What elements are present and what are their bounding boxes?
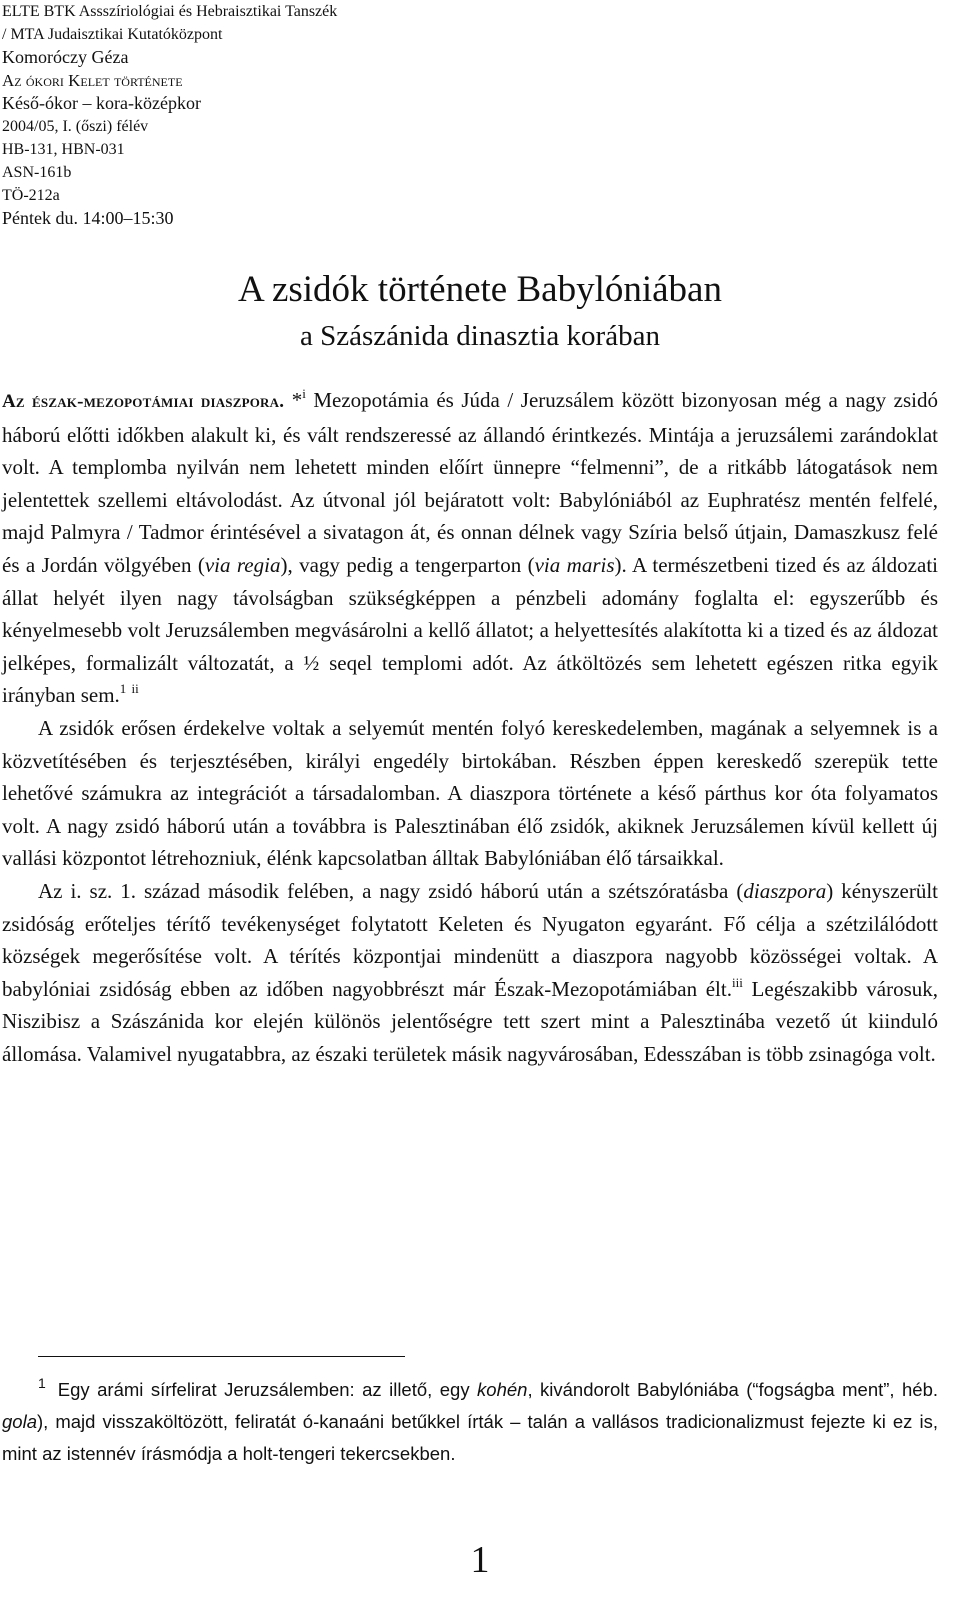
endnote-ref-ii: ii [131,681,139,697]
institute-line: / MTA Judaisztikai Kutatóközpont [2,26,223,43]
paragraph-2: A zsidók erősen érdekelve voltak a selyemút mentén folyó kereskedelemben, magának a selyemnek is a közvetítésében és terjesztésében, királyi engedély birtokában. Részben éppen kereskedő szerepük tette lehetővé számukra az integrációt a társadalomban. A diaszpora története a késő párthus kor óta folyamatos volt. A nagy zsidó háború után a továbbra is Palesztinában élő zsidók, akiknek Jeruzsálemen kívül kellett új vallási központot létrehozniuk, élénk kapcsolatban álltak Babylóniában élő társaikkal. [2,715,938,871]
paragraph-3-text-b: ) kényszerült zsidóság erőteljes térítő tevékenységet folytatott Keleten és Nyugaton egyaránt. Fő célja a szétzilálódott községek megerősítése volt. A térítés központjai mindenütt a diaszpora nagyobb közösségei voltak. A babylóniai zsidóság ebben az időben nagyobbrészt már Észak-Mezopotámiában élt. [2,878,938,1001]
footnote-text-c: ), majd visszaköltözött, feliratát ó-kanaáni betűkkel írták – talán a vallásos tradicionalizmust fejezte ki ez is, mint az istennév írásmódja a holt-tengeri tekercsekben. [2,1411,938,1464]
course-title: Az ókori Kelet története [2,71,183,90]
course-subtitle: Késő-ókor – kora-középkor [2,93,201,113]
endnote-ref-i: i [302,386,306,401]
page-number: 1 [470,1539,490,1581]
footnote-ref-1: 1 [119,681,127,697]
endnote-ref-iii: iii [731,974,743,990]
footnote-text-a: Egy arámi sírfelirat Jeruzsálemben: az illető, egy [57,1379,478,1400]
gola-term: gola [2,1411,37,1432]
semester: 2004/05, I. (őszi) félév [2,118,149,135]
main-text [2,384,938,1070]
page-title: A zsidók története Babylóniában [238,269,722,310]
paragraph-3 [2,875,938,1071]
paragraph-3-text-a: Az i. sz. 1. század második felében, a nagy zsidó háború után a szétszóratásba ( [38,878,744,903]
footnote-mark: 1 [38,1375,46,1391]
footnote-1 [2,1374,938,1470]
via-maris: via maris [534,552,615,577]
paragraph-1-text-a: Mezopotámia és Júda / Jeruzsálem között bizonyosan még a nagy zsidó háború előtti időkben alakult ki, és vált rendszeressé az állandó érintkezés. Mintája a jeruzsálemi zarándoklat volt. A templomba nyilván nem lehetett minden előírt ünnepre “felmenni”, de a ritkább látogatások nem jelentettek szellemi eltávolodást. [2,388,938,512]
diaszpora-term: diaszpora [743,878,827,903]
department-line: ELTE BTK Assszíriológiai és Hebraisztikai Tanszék [2,3,338,20]
room: TÖ-212a [2,187,60,204]
footnote-separator [38,1356,405,1357]
paragraph-1-text-c: ), vagy pedig a tengerparton ( [280,552,535,577]
paragraph-3-text-c: Legészakibb városuk, Niszibisz a Szászánida kor elején különös jelentőségre tett szert mint a Palesztinába vezető út kiinduló állomása. Valamivel nyugatabbra, az északi területek másik nagyvárosában, Edesszában is több zsinagóga volt. [2,976,939,1066]
star-mark: * [291,388,303,412]
course-code-2: ASN-161b [2,164,72,181]
paragraph-1 [2,384,938,712]
course-codes: HB-131, HBN-031 [2,141,125,158]
page-subtitle: a Szászánida dinasztia korában [300,320,660,352]
paragraph-1-text-b: Az útvonal jól bejáratott volt: Babylóniából az Euphratész mentén felfelé, majd Palmyra / Tadmor érintésével a sivatagon át, és onnan délnek vagy Szíria belső útjain, Damaszkusz felé és a Jordán völgyében ( [2,487,939,577]
course-header [2,0,402,230]
section-heading: Az észak-mezopotámiai diaszpora. [2,391,285,412]
footnote-text-b: , kivándorolt Babylóniába (“fogságba ment”, héb. [527,1379,939,1400]
paragraph-1-text-d: ). A természetbeni tized és az áldozati állat helyét ilyen nagy távolságban szükségképpen a pénzbeli adomány foglalta el: egyszerűbb és kényelmesebb volt Jeruzsálemben megvásárolni a kellő állatot; a helyettesítés alakította ki a tized és az áldozat jelképes, formalizált változatát, a ½ seqel templomi adót. Az átköltözés sem lehetett egészen ritka egyik irányban sem. [2,552,938,708]
lecturer-name: Komoróczy Géza [2,47,129,67]
kohen-term: kohén [477,1379,528,1400]
via-regia: via regia [204,552,281,577]
class-time: Péntek du. 14:00–15:30 [2,208,174,228]
